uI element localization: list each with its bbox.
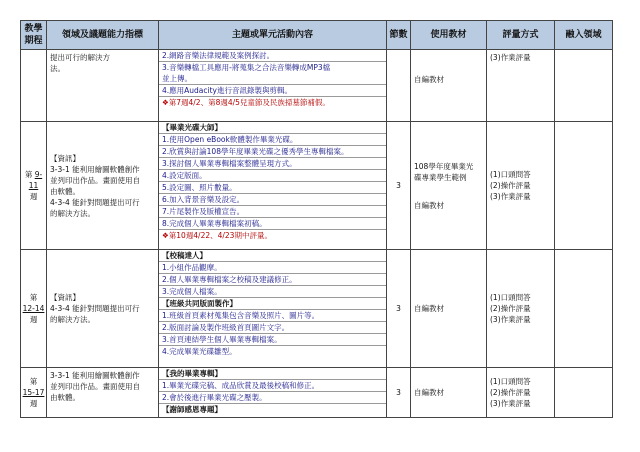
week-range: 12-14 xyxy=(22,304,45,313)
evaluation-text: (2)操作評量 xyxy=(490,388,531,397)
theme-line: 1.班級首頁素材蒐集包含音樂及照片、圖片等。 xyxy=(159,310,386,322)
theme-cell xyxy=(159,250,387,368)
theme-line: 【畢業光碟大師】 xyxy=(159,122,386,134)
header-sections: 節數 xyxy=(387,21,411,50)
theme-line: 3.探討個人畢業專輯檔案整體呈現方式。 xyxy=(159,158,386,170)
theme-line: 3.音樂轉檔工具應用-將蒐集之合法音樂轉成MP3檔 xyxy=(162,63,331,72)
integration-cell xyxy=(555,250,613,368)
curriculum-table xyxy=(20,20,613,418)
sections-cell: 3 xyxy=(387,368,411,418)
theme-line: 2.欣賞與討論108學年度畢業光碟之優秀學生專輯檔案。 xyxy=(159,146,386,158)
evaluation-cell xyxy=(487,50,555,122)
theme-line: 1.畢業光碟完稿、成品欣賞及最後校稿和修正。 xyxy=(159,380,386,392)
week-cell xyxy=(21,368,47,418)
indicators-cell xyxy=(47,50,159,122)
indicators-cell xyxy=(47,368,159,418)
materials-text: 自編教材 xyxy=(414,388,444,397)
materials-cell xyxy=(411,368,487,418)
sections-cell: 3 xyxy=(387,250,411,368)
theme-line: 1.小組作品觀摩。 xyxy=(159,262,386,274)
theme-line: 並上傳。 xyxy=(159,73,386,85)
theme-cell xyxy=(159,122,387,250)
materials-cell xyxy=(411,122,487,250)
evaluation-text: (3)作業評量 xyxy=(490,315,531,324)
materials-text: 108學年度畢業光 xyxy=(414,161,474,171)
week-suffix: 週 xyxy=(29,315,38,324)
materials-text: 自編教材 xyxy=(414,200,444,210)
sections-cell: 3 xyxy=(387,122,411,250)
week-range: 15-17 xyxy=(22,388,45,397)
header-evaluation: 評量方式 xyxy=(487,21,555,50)
evaluation-text: (2)操作評量 xyxy=(490,181,531,190)
indicators-text: 【資訊】 4-3-4 能針對問題提出可行 的解決方法。 xyxy=(50,293,140,324)
table-row xyxy=(21,122,613,250)
theme-line: 4.完成畢業光碟雛型。 xyxy=(162,347,237,356)
week-cell xyxy=(21,250,47,368)
evaluation-text: (3)作業評量 xyxy=(490,192,531,201)
materials-cell xyxy=(411,50,487,122)
theme-line: 【班級共同版面製作】 xyxy=(159,298,386,310)
integration-cell xyxy=(555,122,613,250)
week-cell xyxy=(21,122,47,250)
indicators-text: 3-3-1 能利用繪圖軟體創作 並列印出作品。畫面使用自 由軟體。 xyxy=(50,371,140,402)
evaluation-cell xyxy=(487,368,555,418)
theme-line: 【我的畢業專輯】 xyxy=(159,368,386,380)
theme-line: ❖第7週4/2、第8週4/5兒童節及民族掃墓節補假。 xyxy=(162,98,330,107)
theme-line: 2.版面討論及製作班級首頁圖片文字。 xyxy=(159,322,386,334)
integration-cell xyxy=(555,368,613,418)
week-prefix: 第 xyxy=(24,170,33,179)
header-theme: 主題或單元活動內容 xyxy=(159,21,387,50)
theme-line: 7.片尾製作及版權宣告。 xyxy=(159,206,386,218)
evaluation-text: (1)口頭問答 xyxy=(490,170,531,179)
header-integration: 融入領域 xyxy=(555,21,613,50)
week-prefix: 第 xyxy=(29,377,38,386)
table-row xyxy=(21,250,613,368)
theme-line: 8.完成個人畢業專輯檔案初稿。 xyxy=(159,218,386,230)
theme-line: 3.首頁連結學生個人畢業專輯檔案。 xyxy=(159,334,386,346)
week-range: 9-11 xyxy=(28,170,43,190)
indicators-text: 【資訊】 3-3-1 能利用繪圖軟體創作 並列印出作品。畫面使用自 由軟體。 4-3-4 能針對問題提出可行 的解決方法。 xyxy=(50,153,140,218)
evaluation-text: (1)口頭問答 xyxy=(490,377,531,386)
materials-text: 自編教材 xyxy=(414,75,444,84)
indicators-cell xyxy=(47,122,159,250)
materials-cell xyxy=(411,250,487,368)
week-cell xyxy=(21,50,47,122)
table-row xyxy=(21,50,613,122)
week-prefix: 第 xyxy=(29,293,38,302)
theme-cell xyxy=(159,50,387,122)
theme-line: 6.加入背景音樂及設定。 xyxy=(159,194,386,206)
materials-text: 自編教材 xyxy=(414,304,444,313)
indicators-text: 提出可行的解決方 法。 xyxy=(50,53,110,73)
evaluation-cell xyxy=(487,122,555,250)
week-suffix: 週 xyxy=(29,399,38,408)
indicators-cell xyxy=(47,250,159,368)
evaluation-text: (3)作業評量 xyxy=(490,399,531,408)
theme-line: 3.完成個人檔案。 xyxy=(159,286,386,298)
sections-cell xyxy=(387,50,411,122)
evaluation-cell xyxy=(487,250,555,368)
theme-line: ❖第10週4/22、4/23期中評量。 xyxy=(162,231,272,240)
theme-line: 2.個人畢業專輯檔案之校稿及建議修正。 xyxy=(159,274,386,286)
theme-line: 2.網路音樂法律規範及案例探討。 xyxy=(159,50,386,62)
theme-line: 2.會於後進行畢業光碟之壓製。 xyxy=(159,392,386,404)
theme-cell xyxy=(159,368,387,418)
materials-text: 碟專業學生範例 xyxy=(414,172,467,182)
theme-line: 4.應用Audacity進行音訊錄製與剪輯。 xyxy=(159,85,386,97)
theme-line: 【校稿達人】 xyxy=(159,250,386,262)
evaluation-text: (3)作業評量 xyxy=(490,53,531,62)
theme-line: 4.設定版面。 xyxy=(159,170,386,182)
header-indicators: 領域及議題能力指標 xyxy=(47,21,159,50)
integration-cell xyxy=(555,50,613,122)
header-row xyxy=(21,21,613,50)
theme-line: 5.設定圖、照片數量。 xyxy=(159,182,386,194)
week-suffix: 週 xyxy=(29,192,38,201)
header-week: 教學 期程 xyxy=(21,21,47,50)
evaluation-text: (1)口頭問答 xyxy=(490,293,531,302)
header-materials: 使用教材 xyxy=(411,21,487,50)
theme-line: 【謝師感恩專題】 xyxy=(162,405,222,414)
evaluation-text: (2)操作評量 xyxy=(490,304,531,313)
table-row xyxy=(21,368,613,418)
theme-line: 1.使用Open eBook軟體製作畢業光碟。 xyxy=(159,134,386,146)
